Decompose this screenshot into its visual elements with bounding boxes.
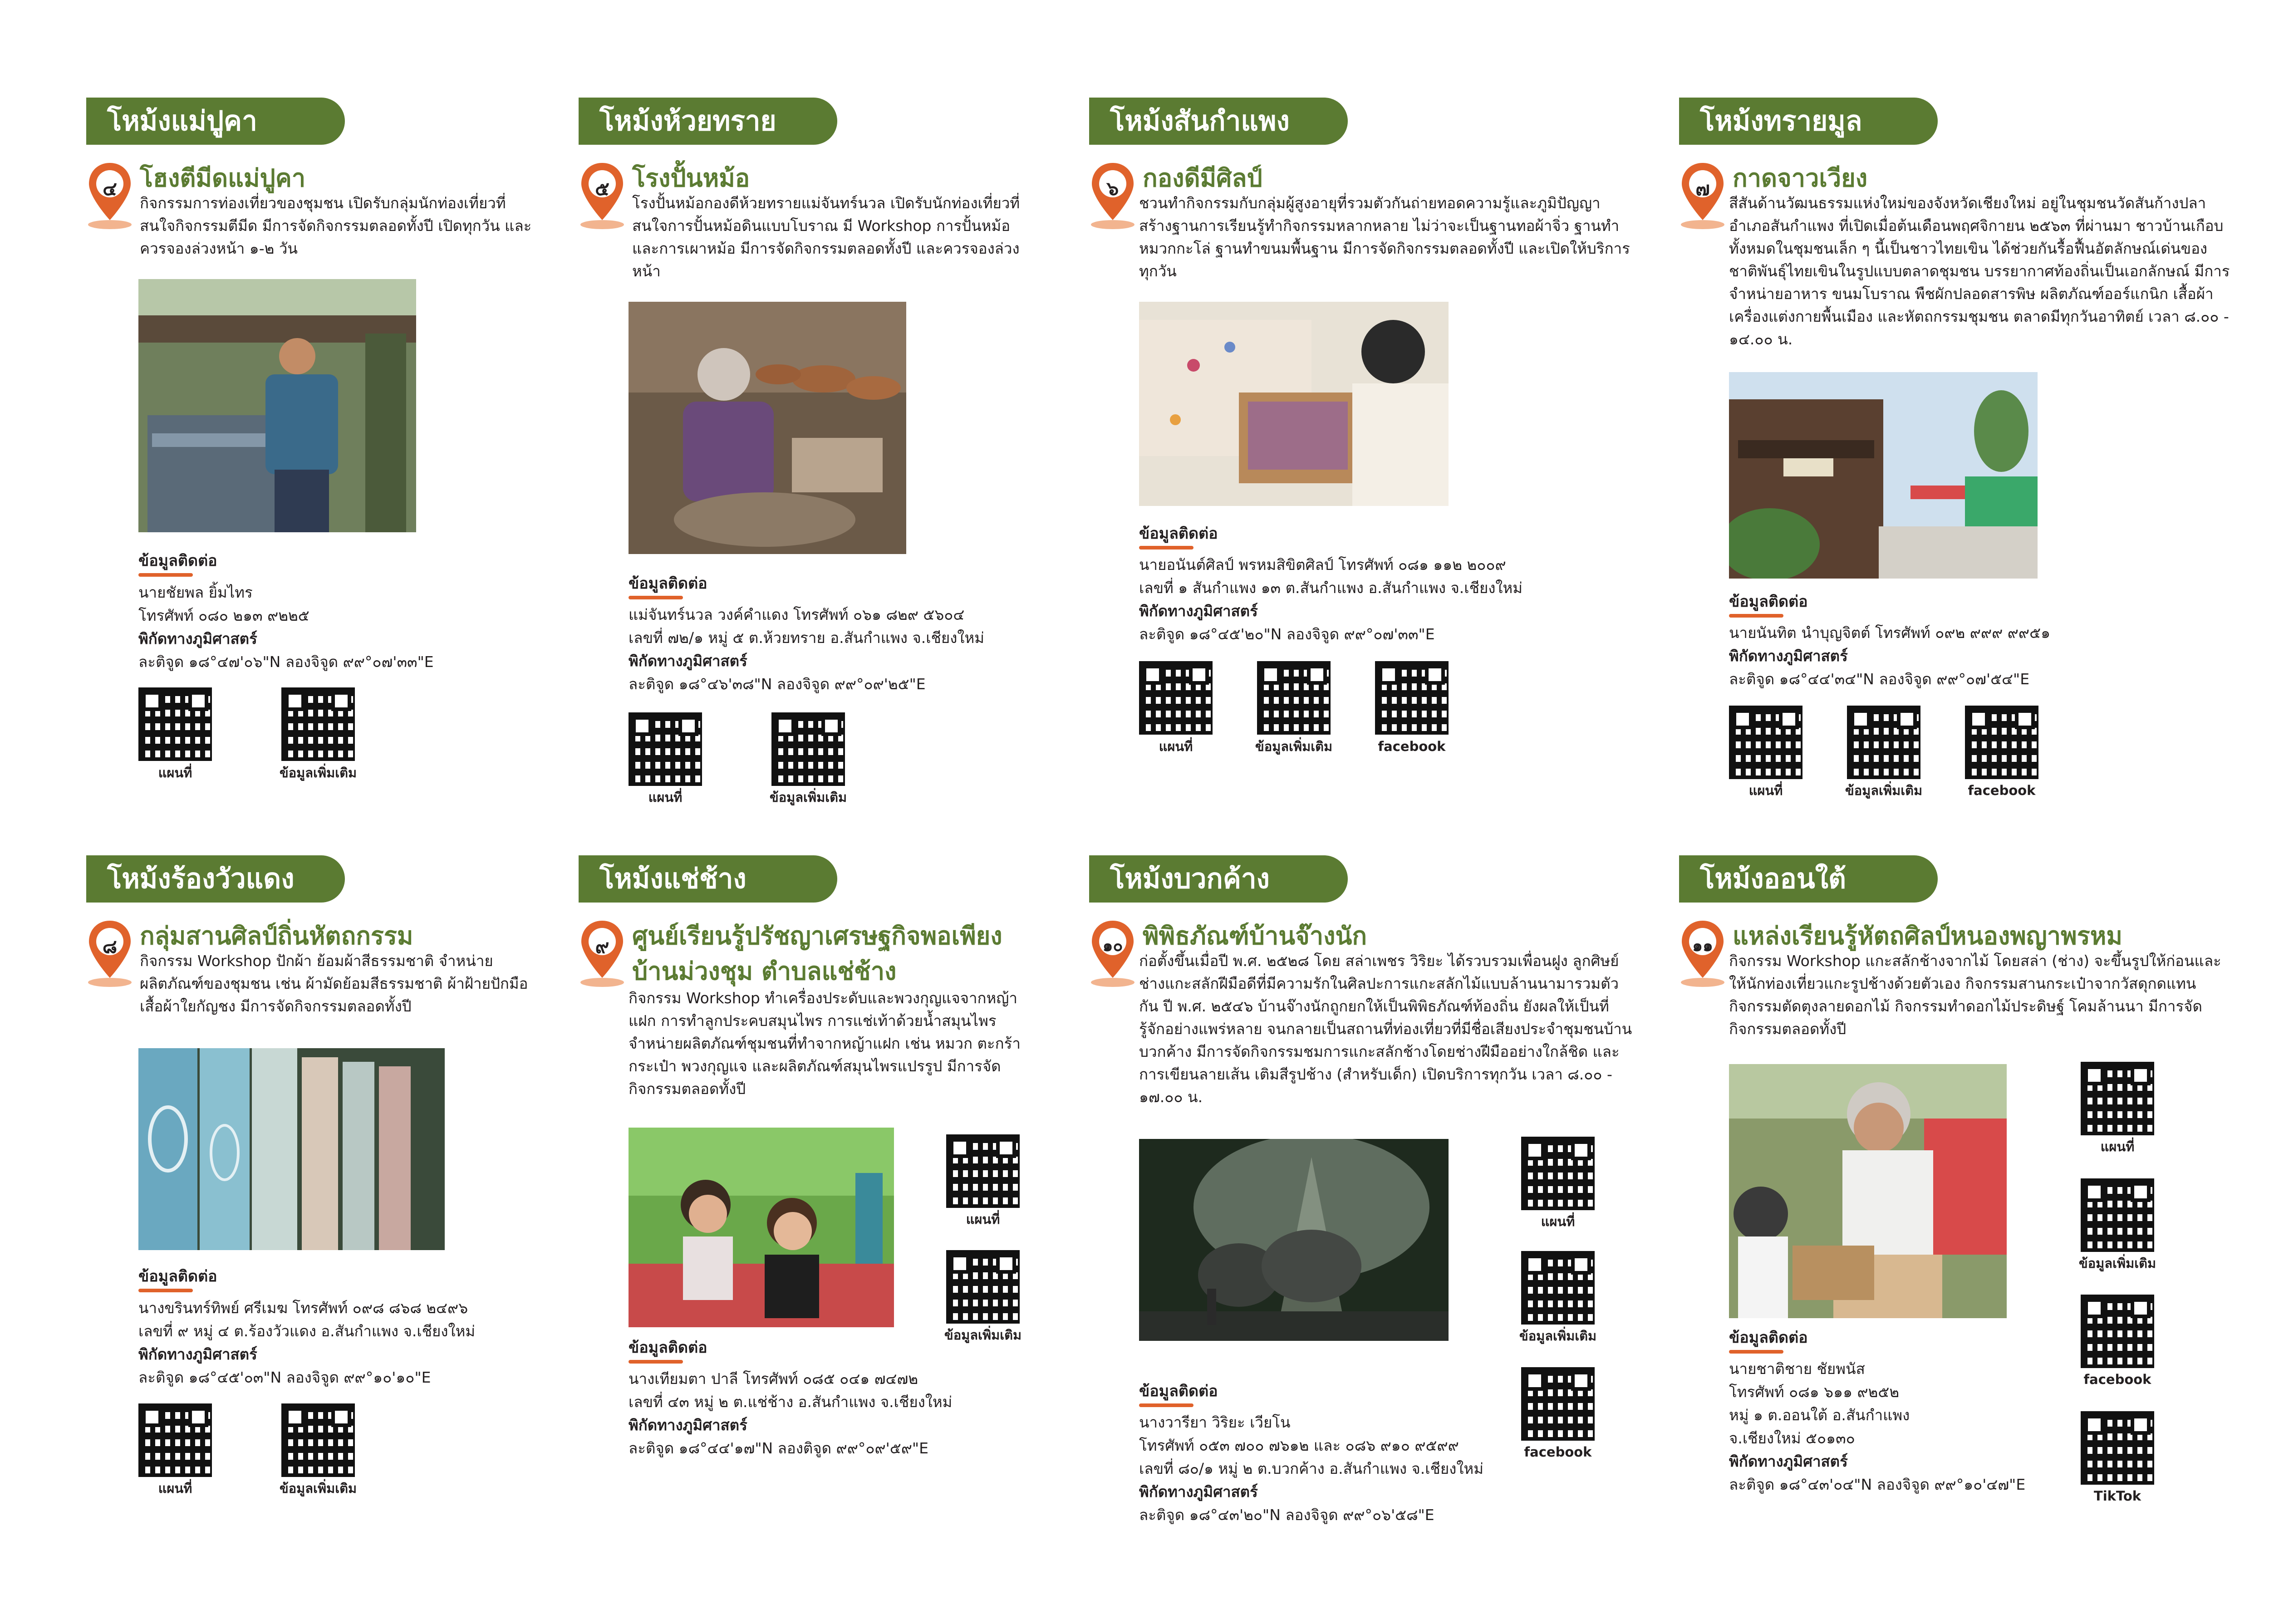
contact-line: เลขที่ ๑ สันกำแพง ๑๓ ต.สันกำแพง อ.สันกำแพง จ.เชียงใหม่ bbox=[1139, 579, 1523, 597]
qr-label-tiktok: TikTok bbox=[2093, 1488, 2141, 1504]
pin-number: ๗ bbox=[1695, 177, 1710, 200]
qr-label-map: แผนที่ bbox=[1541, 1214, 1575, 1229]
place-description: กิจกรรม Workshop ทำเครื่องประดับและพวงกุญแจจากหญ้าแฝก การทำลูกประคบสมุนไพร การแช่เท้าด้วยน้ำสมุนไพร จำหน่ายผลิตภัณฑ์ชุมชนที่ทำจากหญ้าแฝก เช่น หมวก ตะกร้า กระเป๋า พวงกุญแจ และผลิตภัณฑ์สมุนไพรแปรรูป มีการจัดกิจกรรมตลอดทั้งปี bbox=[629, 989, 1021, 1098]
pin-number: ๕ bbox=[595, 177, 609, 200]
qr-code-more-info[interactable] bbox=[1847, 706, 1920, 779]
qr-code-facebook[interactable] bbox=[2081, 1295, 2154, 1368]
photo-blacksmith bbox=[138, 279, 416, 532]
photo-pottery bbox=[629, 302, 906, 554]
qr-label-map: แผนที่ bbox=[158, 765, 192, 780]
qr-code-more-info[interactable] bbox=[946, 1250, 1020, 1324]
qr-label-more-info: ข้อมูลเพิ่มเติม bbox=[1255, 739, 1333, 754]
photo-woodcarving bbox=[1729, 1064, 2007, 1318]
photo-weaving bbox=[1139, 302, 1449, 506]
geo-heading: พิกัดทางภูมิศาสตร์ bbox=[1729, 1452, 1848, 1470]
qr-label-map: แผนที่ bbox=[1748, 783, 1783, 798]
contact-info bbox=[1729, 1357, 2025, 1496]
qr-label-more-info: ข้อมูลเพิ่มเติม bbox=[1519, 1328, 1597, 1344]
contact-line: เลขที่ ๘๐/๑ หมู่ ๒ ต.บวกค้าง อ.สันกำแพง จ.เชียงใหม่ bbox=[1139, 1460, 1483, 1477]
geo-coordinates: ละติจูด ๑๘°๔๓'๒๐"N ลองจิจูด ๙๙°๐๖'๕๘"E bbox=[1139, 1506, 1434, 1524]
place-description: ก่อตั้งขึ้นเมื่อปี พ.ศ. ๒๕๒๘ โดย สล่าเพชร วิริยะ ได้รวบรวมเพื่อนฝูง ลูกศิษย์ ช่างแกะสลักฝีมือดีที่มีความรักในศิลปะการแกะสลักไม้แบบล้านนามารวมตัวกัน ปี พ.ศ. ๒๕๔๖ บ้านจ๊างนักถูกยกให้เป็นพิพิธภัณฑ์ท้องถิ่น ยังผลให้เป็นที่รู้จักอย่างแพร่หลาย จนกลายเป็นสถานที่ท่องเที่ยวที่มีชื่อเสียงประจำชุมชนบ้านบวกค้าง มีการจัดกิจกรรมชมการแกะสลักช้างโดยช่างฝีมืออย่างใกล้ชิด และการเขียนลายเส้น เติมสีรูปช้าง (สำหรับเด็ก) เปิดบริการทุกวัน เวลา ๘.๐๐ - ๑๗.๐๐ น. bbox=[1139, 952, 1632, 1106]
contact-line: เลขที่ ๔๓ หมู่ ๒ ต.แช่ช้าง อ.สันกำแพง จ.เชียงใหม่ bbox=[629, 1393, 953, 1411]
qr-code-map[interactable] bbox=[946, 1134, 1020, 1208]
pin-number: ๔ bbox=[103, 177, 117, 200]
contact-line: นายอนันต์ศิลป์ พรหมสิขิตศิลป์ โทรศัพท์ ๐๘๑ ๑๑๒ ๒๐๐๙ bbox=[1139, 556, 1506, 574]
contact-line: โทรศัพท์ ๐๕๓ ๗๐๐ ๗๖๑๒ และ ๐๘๖ ๙๑๐ ๙๕๙๙ bbox=[1139, 1437, 1459, 1454]
card-san-kamphaeng bbox=[1089, 98, 1638, 801]
card-on-tai bbox=[1679, 855, 2237, 1563]
contact-info bbox=[138, 581, 434, 673]
geo-coordinates: ละติจูด ๑๘°๔๔'๑๗"N ลองติจูด ๙๙°๐๙'๕๙"E bbox=[629, 1439, 928, 1457]
qr-code-map[interactable] bbox=[138, 687, 212, 761]
contact-heading: ข้อมูลติดต่อ bbox=[1729, 1327, 1808, 1348]
photo-indigo-fabric bbox=[138, 1048, 445, 1250]
qr-label-more-info: ข้อมูลเพิ่มเติม bbox=[279, 1481, 357, 1496]
qr-label-more-info: ข้อมูลเพิ่มเติม bbox=[1845, 783, 1923, 798]
place-description: โรงปั้นหม้อกองดีห้วยทรายแม่จันทร์นวล เปิดรับนักท่องเที่ยวที่สนใจการปั้นหม้อดินแบบโบราณ มี Workshop การปั้นหม้อ และการเผาหม้อ มีการจัดกิจกรรมตลอดทั้งปี และควรจองล่วงหน้า bbox=[632, 194, 1020, 280]
contact-heading: ข้อมูลติดต่อ bbox=[1139, 1381, 1218, 1402]
qr-label-map: แผนที่ bbox=[2100, 1139, 2135, 1154]
qr-code-map[interactable] bbox=[2081, 1062, 2154, 1135]
qr-code-more-info[interactable] bbox=[771, 712, 845, 786]
place-title: ศูนย์เรียนรู้ปรัชญาเศรษฐกิจพอเพียงบ้านม่วงชุม ตำบลแช่ช้าง bbox=[632, 921, 1002, 986]
pin-number: ๑๐ bbox=[1102, 937, 1123, 955]
village-banner: โหม้งบวกค้าง bbox=[1089, 855, 1348, 903]
contact-heading: ข้อมูลติดต่อ bbox=[138, 1266, 217, 1287]
qr-code-facebook[interactable] bbox=[1965, 706, 2038, 779]
village-banner: โหม้งห้วยทราย bbox=[579, 98, 837, 145]
geo-heading: พิกัดทางภูมิศาสตร์ bbox=[138, 1345, 257, 1363]
qr-code-map[interactable] bbox=[629, 712, 702, 786]
village-banner: โหม้งแม่ปูคา bbox=[86, 98, 345, 145]
geo-heading: พิกัดทางภูมิศาสตร์ bbox=[1139, 602, 1258, 620]
contact-line: โทรศัพท์ ๐๘๐ ๒๑๓ ๙๒๒๕ bbox=[138, 607, 309, 624]
photo-market bbox=[1729, 372, 2038, 579]
contact-line: นางขรินทร์ทิพย์ ศรีเมฆ โทรศัพท์ ๐๙๘ ๘๖๘ ๒๔๙๖ bbox=[138, 1299, 468, 1317]
contact-heading: ข้อมูลติดต่อ bbox=[629, 1337, 707, 1358]
qr-code-more-info[interactable] bbox=[281, 687, 355, 761]
qr-label-more-info: ข้อมูลเพิ่มเติม bbox=[279, 765, 357, 780]
contact-line: แม่จันทร์นวล วงค์คำแดง โทรศัพท์ ๐๖๑ ๘๒๙ ๕๖๐๔ bbox=[629, 606, 965, 623]
card-huai-sai bbox=[579, 98, 1055, 824]
geo-coordinates: ละติจูด ๑๘°๔๕'๒๐"N ลองจิจูด ๙๙°๐๗'๓๓"E bbox=[1139, 625, 1435, 643]
village-banner: โหม้งออนใต้ bbox=[1679, 855, 1938, 903]
pin-number: ๖ bbox=[1106, 177, 1119, 200]
contact-info bbox=[1729, 621, 2050, 691]
qr-label-facebook: facebook bbox=[1378, 739, 1446, 754]
qr-code-map[interactable] bbox=[1521, 1137, 1595, 1210]
qr-code-more-info[interactable] bbox=[281, 1403, 355, 1477]
qr-label-more-info: ข้อมูลเพิ่มเติม bbox=[769, 790, 847, 805]
qr-code-facebook[interactable] bbox=[1521, 1367, 1595, 1441]
village-banner: โหม้งทรายมูล bbox=[1679, 98, 1938, 145]
qr-label-map: แผนที่ bbox=[966, 1212, 1000, 1227]
geo-coordinates: ละติจูด ๑๘°๔๖'๓๘"N ลองจิจูด ๙๙°๐๙'๒๕"E bbox=[629, 675, 926, 693]
contact-line: นายนันทิต นำบุญจิตต์ โทรศัพท์ ๐๙๒ ๙๙๙ ๙๙๕๑ bbox=[1729, 624, 2051, 642]
qr-code-more-info[interactable] bbox=[2081, 1178, 2154, 1252]
village-banner: โหม้งสันกำแพง bbox=[1089, 98, 1348, 145]
pin-number: ๑๑ bbox=[1692, 937, 1713, 955]
contact-heading: ข้อมูลติดต่อ bbox=[1729, 591, 1808, 612]
geo-heading: พิกัดทางภูมิศาสตร์ bbox=[629, 1416, 747, 1434]
place-title: พิพิธภัณฑ์บ้านจ๊างนัก bbox=[1143, 921, 1367, 950]
contact-heading: ข้อมูลติดต่อ bbox=[138, 550, 217, 571]
geo-coordinates: ละติจูด ๑๘°๔๕'๐๓"N ลองจิจูด ๙๙°๑๐'๑๐"E bbox=[138, 1369, 431, 1386]
contact-info bbox=[1139, 553, 1522, 646]
contact-line: โทรศัพท์ ๐๘๑ ๖๑๑ ๙๒๕๒ bbox=[1729, 1383, 1900, 1401]
photo-community-people bbox=[629, 1128, 894, 1327]
geo-heading: พิกัดทางภูมิศาสตร์ bbox=[629, 652, 747, 670]
card-rong-wua-daeng bbox=[86, 855, 540, 1513]
place-description: กิจกรรม Workshop ปักผ้า ย้อมผ้าสีธรรมชาติ จำหน่ายผลิตภัณฑ์ของชุมชน เช่น ผ้ามัดย้อมสีธรรมชาติ ผ้าฝ้ายปักมือ เสื้อผ้าใยกัญชง มีการจัดกิจกรรมตลอดทั้งปี bbox=[140, 952, 528, 1015]
qr-code-tiktok[interactable] bbox=[2081, 1411, 2154, 1485]
geo-heading: พิกัดทางภูมิศาสตร์ bbox=[138, 630, 257, 648]
contact-line: เลขที่ ๙ หมู่ ๔ ต.ร้องวัวแดง อ.สันกำแพง จ.เชียงใหม่ bbox=[138, 1322, 476, 1340]
qr-label-map: แผนที่ bbox=[648, 790, 683, 805]
village-banner: โหม้งร้องวัวแดง bbox=[86, 855, 345, 903]
contact-line: นางเทียมตา ปาลี โทรศัพท์ ๐๘๕ ๐๔๑ ๗๔๗๒ bbox=[629, 1370, 918, 1388]
place-description: สีสันด้านวัฒนธรรมแห่งใหม่ของจังหวัดเชียงใหม่ อยู่ในชุมชนวัดสันก้างปลา อำเภอสันกำแพง ที่เปิดเมื่อต้นเดือนพฤศจิกายน ๒๕๖๓ ที่ผ่านมา ชาวบ้านเกือบทั้งหมดในชุมชนเล็ก ๆ นี้เป็นชาวไทยเขิน ได้ช่วยกันรื้อฟื้นอัตลักษณ์เด่นของชาติพันธุ์ไทยเขินในรูปแบบตลาดชุมชน บรรยากาศท้องถิ่นเป็นเอกลักษณ์ มีการจำหน่ายอาหาร ขนมโบราณ พืชผักปลอดสารพิษ ผลิตภัณฑ์ออร์แกนิก เสื้อผ้าเครื่องแต่งกายพื้นเมือง และหัตถกรรมชุมชน ตลาดมีทุกวันอาทิตย์ เวลา ๘.๐๐ - ๑๔.๐๐ น. bbox=[1729, 194, 2230, 348]
contact-line: เลขที่ ๗๒/๑ หมู่ ๕ ต.ห้วยทราย อ.สันกำแพง จ.เชียงใหม่ bbox=[629, 629, 984, 647]
place-title: โรงปั้นหม้อ bbox=[632, 163, 750, 192]
geo-heading: พิกัดทางภูมิศาสตร์ bbox=[1139, 1483, 1258, 1501]
contact-line: หมู่ ๑ ต.ออนใต้ อ.สันกำแพง bbox=[1729, 1406, 1910, 1424]
contact-info bbox=[1139, 1411, 1483, 1526]
qr-code-map[interactable] bbox=[1729, 706, 1802, 779]
pin-number: ๘ bbox=[102, 935, 118, 957]
contact-line: นายชาติชาย ชัยพนัส bbox=[1729, 1360, 1865, 1378]
qr-label-facebook: facebook bbox=[1968, 783, 2036, 798]
contact-line: นางวารียา วิริยะ เวียโน bbox=[1139, 1413, 1291, 1431]
place-title: กองดีมีศิลป์ bbox=[1143, 163, 1262, 192]
geo-coordinates: ละติจูด ๑๘°๔๗'๐๖"N ลองจิจูด ๙๙°๐๗'๓๓"E bbox=[138, 653, 434, 671]
photo-elephant-statues bbox=[1139, 1139, 1449, 1341]
contact-info bbox=[138, 1296, 475, 1389]
qr-code-more-info[interactable] bbox=[1521, 1251, 1595, 1325]
contact-line: จ.เชียงใหม่ ๕๐๑๓๐ bbox=[1729, 1429, 1855, 1447]
contact-heading: ข้อมูลติดต่อ bbox=[1139, 523, 1218, 544]
qr-label-facebook: facebook bbox=[1524, 1444, 1592, 1460]
qr-label-map: แผนที่ bbox=[1159, 739, 1193, 754]
qr-code-facebook[interactable] bbox=[1375, 661, 1449, 735]
place-description: กิจกรรมการท่องเที่ยวของชุมชน เปิดรับกลุ่มนักท่องเที่ยวที่สนใจกิจกรรมตีมีด มีการจัดกิจกรรมตลอดทั้งปี เปิดทุกวัน และควรจองล่วงหน้า ๑-๒ วัน bbox=[140, 194, 532, 257]
card-chae-chang bbox=[579, 855, 1055, 1513]
place-description: กิจกรรม Workshop แกะสลักช้างจากไม้ โดยสล่า (ช่าง) จะขึ้นรูปให้ก่อนและให้นักท่องเที่ยวแกะรูปช้างด้วยตัวเอง กิจกรรมสานกระเป๋าจากวัสดุกดแทน กิจกรรมตัดตุงลายดอกไม้ กิจกรรมทำดอกไม้ประดิษฐ์ โคมล้านนา มีการจัดกิจกรรมตลอดทั้งปี bbox=[1729, 952, 2221, 1038]
qr-label-map: แผนที่ bbox=[158, 1481, 192, 1496]
contact-info bbox=[629, 1367, 952, 1460]
qr-code-more-info[interactable] bbox=[1257, 661, 1331, 735]
contact-info bbox=[629, 603, 984, 696]
village-banner: โหม้งแช่ช้าง bbox=[579, 855, 837, 903]
card-mae-pu-kha bbox=[86, 98, 540, 801]
qr-label-more-info: ข้อมูลเพิ่มเติม bbox=[2078, 1256, 2156, 1271]
qr-code-map[interactable] bbox=[138, 1403, 212, 1477]
geo-heading: พิกัดทางภูมิศาสตร์ bbox=[1729, 647, 1848, 665]
pin-number: ๙ bbox=[595, 935, 609, 957]
card-sai-mun bbox=[1679, 98, 2237, 824]
qr-label-more-info: ข้อมูลเพิ่มเติม bbox=[944, 1327, 1022, 1343]
place-description: ชวนทำกิจกรรมกับกลุ่มผู้สูงอายุที่รวมตัวกันถ่ายทอดความรู้และภูมิปัญญา สร้างฐานการเรียนรู้ทำกิจกรรมหลากหลาย ไม่ว่าจะเป็นฐานทอผ้าจิ่ว ฐานทำหมวกกะโล่ ฐานทำขนมพื้นฐาน มีการจัดกิจกรรมตลอดทั้งปี และเปิดให้บริการทุกวัน bbox=[1139, 194, 1630, 280]
card-buak-khang bbox=[1089, 855, 1638, 1563]
place-title: กลุ่มสานศิลป์ถิ่นหัตถกรรม bbox=[140, 921, 413, 950]
geo-coordinates: ละติจูด ๑๘°๔๔'๓๔"N ลองจิจูด ๙๙°๐๗'๕๔"E bbox=[1729, 670, 2030, 688]
geo-coordinates: ละติจูด ๑๘°๔๓'๐๔"N ลองจิจูด ๙๙°๑๐'๔๗"E bbox=[1729, 1476, 2026, 1493]
contact-heading: ข้อมูลติดต่อ bbox=[629, 573, 707, 594]
place-title: โฮงตีมีดแม่ปูคา bbox=[140, 163, 306, 192]
qr-code-map[interactable] bbox=[1139, 661, 1213, 735]
place-title: กาดจาวเวียง bbox=[1733, 163, 1868, 192]
place-title: แหล่งเรียนรู้หัตถศิลป์หนองพญาพรหม bbox=[1733, 921, 2122, 950]
contact-line: นายชัยพล ยิ้มไทร bbox=[138, 584, 253, 601]
qr-label-facebook: facebook bbox=[2083, 1372, 2151, 1387]
